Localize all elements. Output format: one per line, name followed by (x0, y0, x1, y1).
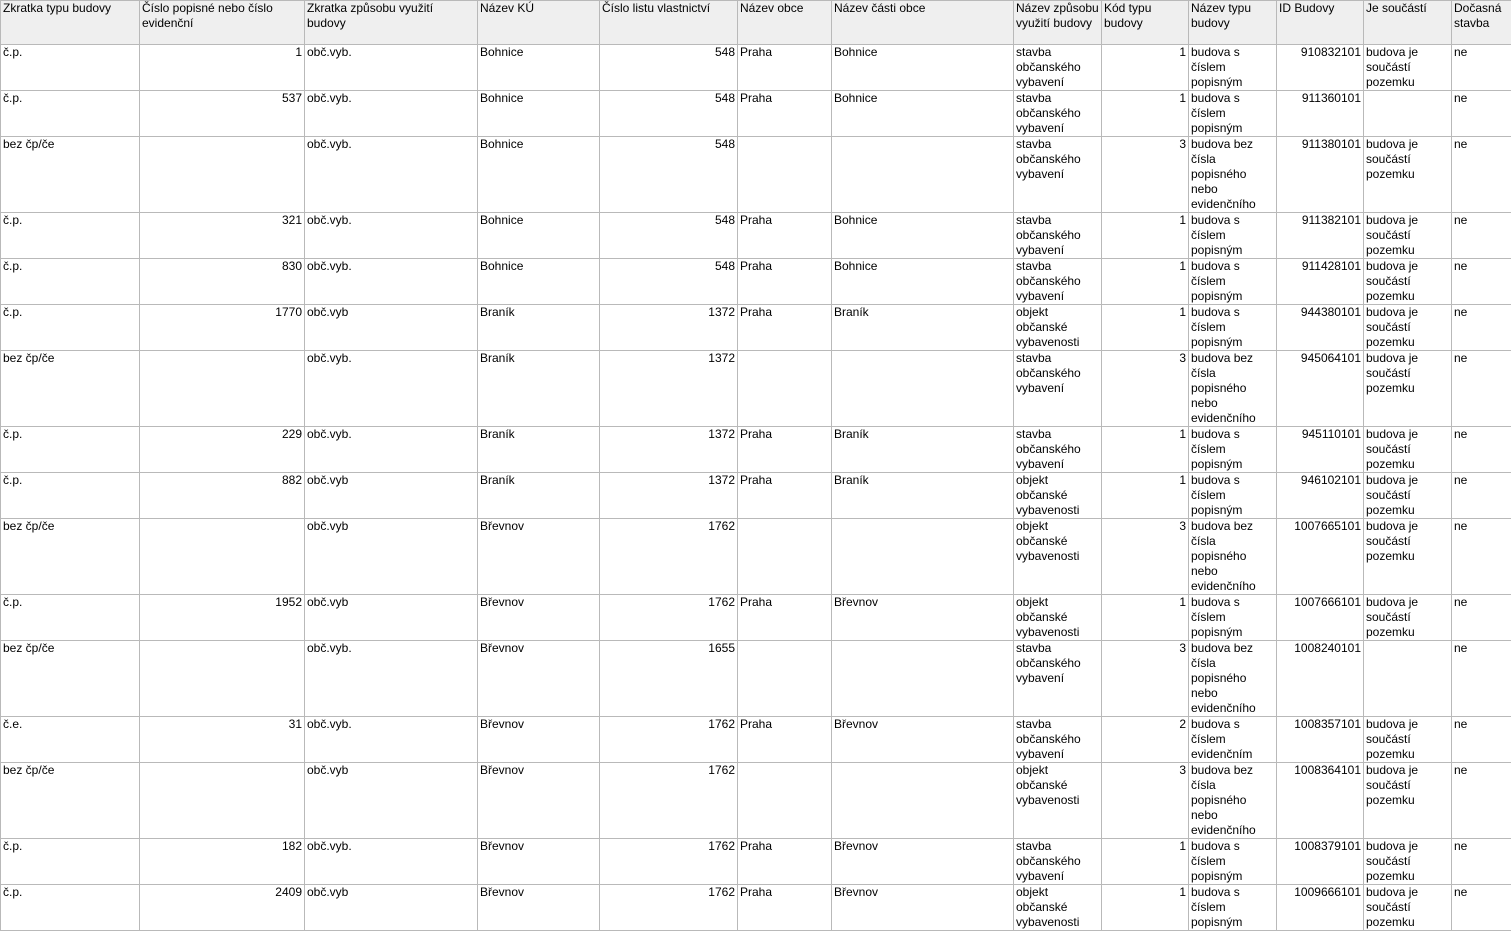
cell-zkratka-typu-budovy[interactable]: bez čp/če (1, 137, 140, 213)
cell-kod-typu-budovy[interactable]: 1 (1102, 305, 1189, 351)
cell-je-soucasti[interactable] (1364, 641, 1452, 717)
cell-zkratka-zpusobu-vyuziti[interactable]: obč.vyb (305, 473, 478, 519)
cell-nazev-obce[interactable]: Praha (738, 91, 832, 137)
cell-zkratka-typu-budovy[interactable]: č.e. (1, 717, 140, 763)
cell-cislo-popisne[interactable]: 229 (140, 427, 305, 473)
cell-nazev-obce[interactable]: Praha (738, 839, 832, 885)
cell-nazev-typu-budovy[interactable]: budova s číslem popisným (1189, 259, 1277, 305)
cell-nazev-typu-budovy[interactable]: budova s číslem popisným (1189, 473, 1277, 519)
cell-nazev-casti-obce[interactable]: Braník (832, 473, 1014, 519)
cell-je-soucasti[interactable]: budova je součástí pozemku (1364, 595, 1452, 641)
cell-zkratka-typu-budovy[interactable]: č.p. (1, 259, 140, 305)
cell-nazev-obce[interactable]: Praha (738, 213, 832, 259)
cell-nazev-obce[interactable]: Praha (738, 45, 832, 91)
cell-kod-typu-budovy[interactable]: 1 (1102, 45, 1189, 91)
cell-docasna-stavba[interactable]: ne (1452, 351, 1511, 427)
cell-je-soucasti[interactable]: budova je součástí pozemku (1364, 763, 1452, 839)
column-header-nazev-zpusobu-vyuziti[interactable]: Název způsobu využití budovy (1014, 1, 1102, 45)
header-row (1, 1, 1511, 45)
cell-zkratka-zpusobu-vyuziti[interactable]: obč.vyb. (305, 45, 478, 91)
cell-je-soucasti[interactable]: budova je součástí pozemku (1364, 839, 1452, 885)
cell-nazev-ku[interactable]: Bohnice (478, 213, 600, 259)
cell-zkratka-typu-budovy[interactable]: č.p. (1, 885, 140, 931)
cell-zkratka-zpusobu-vyuziti[interactable]: obč.vyb (305, 595, 478, 641)
cell-kod-typu-budovy[interactable]: 1 (1102, 91, 1189, 137)
cell-nazev-ku[interactable]: Bohnice (478, 45, 600, 91)
cell-kod-typu-budovy[interactable]: 1 (1102, 595, 1189, 641)
cell-nazev-zpusobu-vyuziti[interactable]: objekt občanské vybavenosti (1014, 519, 1102, 595)
cell-nazev-obce[interactable]: Praha (738, 427, 832, 473)
cell-kod-typu-budovy[interactable]: 1 (1102, 885, 1189, 931)
cell-nazev-zpusobu-vyuziti[interactable]: stavba občanského vybavení (1014, 259, 1102, 305)
cell-nazev-zpusobu-vyuziti[interactable]: objekt občanské vybavenosti (1014, 305, 1102, 351)
cell-cislo-popisne[interactable] (140, 519, 305, 595)
cell-kod-typu-budovy[interactable]: 3 (1102, 641, 1189, 717)
cell-nazev-casti-obce[interactable] (832, 641, 1014, 717)
cell-zkratka-zpusobu-vyuziti[interactable]: obč.vyb (305, 763, 478, 839)
cell-zkratka-zpusobu-vyuziti[interactable]: obč.vyb. (305, 351, 478, 427)
cell-nazev-obce[interactable] (738, 641, 832, 717)
cell-nazev-typu-budovy[interactable]: budova bez čísla popisného nebo evidenčního (1189, 641, 1277, 717)
cell-nazev-typu-budovy[interactable]: budova bez čísla popisného nebo evidenčního (1189, 351, 1277, 427)
cell-cislo-popisne[interactable] (140, 763, 305, 839)
cell-kod-typu-budovy[interactable]: 3 (1102, 137, 1189, 213)
cell-nazev-typu-budovy[interactable]: budova s číslem popisným (1189, 839, 1277, 885)
cell-kod-typu-budovy[interactable]: 1 (1102, 839, 1189, 885)
column-header-nazev-casti-obce[interactable]: Název části obce (832, 1, 1014, 45)
cell-nazev-typu-budovy[interactable]: budova bez čísla popisného nebo evidenčního (1189, 137, 1277, 213)
column-header-docasna-stavba[interactable]: Dočasná stavba (1452, 1, 1511, 45)
cell-nazev-ku[interactable]: Braník (478, 427, 600, 473)
cell-cislo-listu-vlastnictvi[interactable]: 1655 (600, 641, 738, 717)
cell-je-soucasti[interactable]: budova je součástí pozemku (1364, 519, 1452, 595)
cell-nazev-ku[interactable]: Břevnov (478, 717, 600, 763)
cell-nazev-casti-obce[interactable]: Bohnice (832, 91, 1014, 137)
cell-zkratka-typu-budovy[interactable]: č.p. (1, 839, 140, 885)
cell-nazev-ku[interactable]: Břevnov (478, 595, 600, 641)
cell-nazev-casti-obce[interactable]: Bohnice (832, 259, 1014, 305)
cell-cislo-popisne[interactable]: 2409 (140, 885, 305, 931)
cell-zkratka-zpusobu-vyuziti[interactable]: obč.vyb (305, 305, 478, 351)
cell-nazev-ku[interactable]: Břevnov (478, 641, 600, 717)
cell-nazev-zpusobu-vyuziti[interactable]: objekt občanské vybavenosti (1014, 885, 1102, 931)
cell-nazev-zpusobu-vyuziti[interactable]: stavba občanského vybavení (1014, 351, 1102, 427)
cell-nazev-zpusobu-vyuziti[interactable]: objekt občanské vybavenosti (1014, 473, 1102, 519)
cell-zkratka-zpusobu-vyuziti[interactable]: obč.vyb (305, 885, 478, 931)
cell-cislo-popisne[interactable] (140, 137, 305, 213)
cell-cislo-listu-vlastnictvi[interactable]: 548 (600, 45, 738, 91)
cell-nazev-typu-budovy[interactable]: budova s číslem popisným (1189, 45, 1277, 91)
cell-zkratka-typu-budovy[interactable]: bez čp/če (1, 641, 140, 717)
cell-zkratka-typu-budovy[interactable]: bez čp/če (1, 763, 140, 839)
cell-nazev-casti-obce[interactable] (832, 519, 1014, 595)
cell-zkratka-typu-budovy[interactable]: č.p. (1, 305, 140, 351)
cell-je-soucasti[interactable]: budova je součástí pozemku (1364, 259, 1452, 305)
cell-nazev-zpusobu-vyuziti[interactable]: objekt občanské vybavenosti (1014, 595, 1102, 641)
cell-id-budovy[interactable]: 1008240101 (1277, 641, 1364, 717)
cell-nazev-ku[interactable]: Bohnice (478, 91, 600, 137)
cell-id-budovy[interactable]: 1008357101 (1277, 717, 1364, 763)
cell-nazev-casti-obce[interactable] (832, 351, 1014, 427)
cell-nazev-zpusobu-vyuziti[interactable]: stavba občanského vybavení (1014, 213, 1102, 259)
cell-nazev-ku[interactable]: Braník (478, 305, 600, 351)
cell-nazev-obce[interactable] (738, 137, 832, 213)
cell-nazev-obce[interactable] (738, 519, 832, 595)
cell-id-budovy[interactable]: 1008364101 (1277, 763, 1364, 839)
cell-je-soucasti[interactable]: budova je součástí pozemku (1364, 305, 1452, 351)
cell-cislo-listu-vlastnictvi[interactable]: 1372 (600, 473, 738, 519)
cell-nazev-casti-obce[interactable]: Břevnov (832, 717, 1014, 763)
cell-cislo-listu-vlastnictvi[interactable]: 1372 (600, 305, 738, 351)
column-header-nazev-typu-budovy[interactable]: Název typu budovy (1189, 1, 1277, 45)
cell-nazev-casti-obce[interactable]: Braník (832, 427, 1014, 473)
cell-kod-typu-budovy[interactable]: 3 (1102, 351, 1189, 427)
cell-cislo-listu-vlastnictvi[interactable]: 1372 (600, 427, 738, 473)
cell-kod-typu-budovy[interactable]: 1 (1102, 427, 1189, 473)
table-row[interactable] (1, 763, 1511, 839)
cell-nazev-typu-budovy[interactable]: budova s číslem popisným (1189, 595, 1277, 641)
cell-je-soucasti[interactable]: budova je součástí pozemku (1364, 717, 1452, 763)
cell-nazev-zpusobu-vyuziti[interactable]: stavba občanského vybavení (1014, 717, 1102, 763)
table-body (1, 45, 1511, 931)
cell-zkratka-zpusobu-vyuziti[interactable]: obč.vyb. (305, 137, 478, 213)
cell-nazev-typu-budovy[interactable]: budova s číslem popisným (1189, 885, 1277, 931)
table-row[interactable] (1, 213, 1511, 259)
cell-cislo-listu-vlastnictvi[interactable]: 548 (600, 91, 738, 137)
table-row[interactable] (1, 427, 1511, 473)
table-row[interactable] (1, 351, 1511, 427)
cell-cislo-listu-vlastnictvi[interactable]: 548 (600, 259, 738, 305)
cell-id-budovy[interactable]: 1007665101 (1277, 519, 1364, 595)
table-header (1, 1, 1511, 45)
cell-id-budovy[interactable]: 911428101 (1277, 259, 1364, 305)
cell-cislo-popisne[interactable]: 321 (140, 213, 305, 259)
cell-nazev-typu-budovy[interactable]: budova s číslem popisným (1189, 91, 1277, 137)
cell-nazev-obce[interactable]: Praha (738, 305, 832, 351)
cell-nazev-obce[interactable]: Praha (738, 259, 832, 305)
cell-kod-typu-budovy[interactable]: 1 (1102, 259, 1189, 305)
cell-kod-typu-budovy[interactable]: 2 (1102, 717, 1189, 763)
cell-je-soucasti[interactable]: budova je součástí pozemku (1364, 473, 1452, 519)
cell-nazev-zpusobu-vyuziti[interactable]: objekt občanské vybavenosti (1014, 763, 1102, 839)
cell-cislo-popisne[interactable] (140, 351, 305, 427)
cell-docasna-stavba[interactable]: ne (1452, 45, 1511, 91)
cell-nazev-casti-obce[interactable]: Bohnice (832, 45, 1014, 91)
cell-nazev-ku[interactable]: Břevnov (478, 839, 600, 885)
cell-nazev-zpusobu-vyuziti[interactable]: stavba občanského vybavení (1014, 427, 1102, 473)
cell-cislo-listu-vlastnictvi[interactable]: 1762 (600, 717, 738, 763)
cell-zkratka-typu-budovy[interactable]: č.p. (1, 595, 140, 641)
column-header-kod-typu-budovy[interactable]: Kód typu budovy (1102, 1, 1189, 45)
cell-cislo-popisne[interactable]: 182 (140, 839, 305, 885)
cell-nazev-casti-obce[interactable]: Braník (832, 305, 1014, 351)
cell-nazev-casti-obce[interactable]: Bohnice (832, 213, 1014, 259)
cell-nazev-ku[interactable]: Braník (478, 351, 600, 427)
cell-cislo-popisne[interactable]: 1 (140, 45, 305, 91)
cell-nazev-ku[interactable]: Bohnice (478, 137, 600, 213)
cell-zkratka-zpusobu-vyuziti[interactable]: obč.vyb. (305, 91, 478, 137)
cell-nazev-casti-obce[interactable] (832, 763, 1014, 839)
cell-nazev-typu-budovy[interactable]: budova s číslem popisným (1189, 427, 1277, 473)
cell-nazev-casti-obce[interactable] (832, 137, 1014, 213)
table-row[interactable] (1, 839, 1511, 885)
cell-cislo-popisne[interactable]: 882 (140, 473, 305, 519)
cell-je-soucasti[interactable]: budova je součástí pozemku (1364, 45, 1452, 91)
cell-nazev-obce[interactable] (738, 351, 832, 427)
cell-je-soucasti[interactable]: budova je součástí pozemku (1364, 137, 1452, 213)
column-header-cislo-popisne[interactable]: Číslo popisné nebo číslo evidenční (140, 1, 305, 45)
cell-zkratka-typu-budovy[interactable]: č.p. (1, 427, 140, 473)
cell-je-soucasti[interactable]: budova je součástí pozemku (1364, 885, 1452, 931)
cell-cislo-listu-vlastnictvi[interactable]: 548 (600, 213, 738, 259)
cell-docasna-stavba[interactable]: ne (1452, 595, 1511, 641)
cell-zkratka-zpusobu-vyuziti[interactable]: obč.vyb. (305, 717, 478, 763)
cell-cislo-popisne[interactable]: 1770 (140, 305, 305, 351)
cell-cislo-listu-vlastnictvi[interactable]: 1762 (600, 519, 738, 595)
cell-nazev-obce[interactable] (738, 763, 832, 839)
cell-nazev-zpusobu-vyuziti[interactable]: stavba občanského vybavení (1014, 137, 1102, 213)
cell-docasna-stavba[interactable]: ne (1452, 473, 1511, 519)
cell-cislo-popisne[interactable]: 830 (140, 259, 305, 305)
cell-cislo-listu-vlastnictvi[interactable]: 1762 (600, 595, 738, 641)
cell-zkratka-zpusobu-vyuziti[interactable]: obč.vyb. (305, 427, 478, 473)
table-row[interactable] (1, 473, 1511, 519)
cell-docasna-stavba[interactable]: ne (1452, 305, 1511, 351)
cell-docasna-stavba[interactable]: ne (1452, 91, 1511, 137)
cell-zkratka-typu-budovy[interactable]: bez čp/če (1, 519, 140, 595)
cell-zkratka-zpusobu-vyuziti[interactable]: obč.vyb. (305, 839, 478, 885)
cell-kod-typu-budovy[interactable]: 1 (1102, 473, 1189, 519)
cell-kod-typu-budovy[interactable]: 3 (1102, 763, 1189, 839)
cell-id-budovy[interactable]: 946102101 (1277, 473, 1364, 519)
cell-docasna-stavba[interactable]: ne (1452, 213, 1511, 259)
cell-nazev-obce[interactable]: Praha (738, 473, 832, 519)
cell-nazev-zpusobu-vyuziti[interactable]: stavba občanského vybavení (1014, 45, 1102, 91)
cell-cislo-listu-vlastnictvi[interactable]: 1762 (600, 885, 738, 931)
cell-docasna-stavba[interactable]: ne (1452, 717, 1511, 763)
cell-nazev-ku[interactable]: Břevnov (478, 519, 600, 595)
cell-nazev-obce[interactable]: Praha (738, 885, 832, 931)
cell-zkratka-typu-budovy[interactable]: č.p. (1, 213, 140, 259)
cell-nazev-typu-budovy[interactable]: budova s číslem popisným (1189, 305, 1277, 351)
table-row[interactable] (1, 45, 1511, 91)
table-row[interactable] (1, 519, 1511, 595)
table-row[interactable] (1, 885, 1511, 931)
cell-id-budovy[interactable]: 1009666101 (1277, 885, 1364, 931)
cell-zkratka-typu-budovy[interactable]: č.p. (1, 473, 140, 519)
cell-nazev-typu-budovy[interactable]: budova s číslem popisným (1189, 213, 1277, 259)
cell-nazev-typu-budovy[interactable]: budova s číslem evidenčním (1189, 717, 1277, 763)
cell-docasna-stavba[interactable]: ne (1452, 763, 1511, 839)
cell-zkratka-zpusobu-vyuziti[interactable]: obč.vyb (305, 519, 478, 595)
table-row[interactable] (1, 305, 1511, 351)
cell-je-soucasti[interactable] (1364, 91, 1452, 137)
cell-kod-typu-budovy[interactable]: 1 (1102, 213, 1189, 259)
table-row[interactable] (1, 717, 1511, 763)
cell-id-budovy[interactable]: 911380101 (1277, 137, 1364, 213)
cell-je-soucasti[interactable]: budova je součástí pozemku (1364, 427, 1452, 473)
cell-id-budovy[interactable]: 944380101 (1277, 305, 1364, 351)
cell-zkratka-zpusobu-vyuziti[interactable]: obč.vyb. (305, 213, 478, 259)
column-header-nazev-obce[interactable]: Název obce (738, 1, 832, 45)
cell-nazev-obce[interactable]: Praha (738, 717, 832, 763)
column-header-zkratka-zpusobu-vyuziti[interactable]: Zkratka způsobu využití budovy (305, 1, 478, 45)
cell-cislo-popisne[interactable]: 1952 (140, 595, 305, 641)
cell-nazev-casti-obce[interactable]: Břevnov (832, 839, 1014, 885)
cell-cislo-popisne[interactable] (140, 641, 305, 717)
cell-cislo-listu-vlastnictvi[interactable]: 1372 (600, 351, 738, 427)
cell-nazev-zpusobu-vyuziti[interactable]: stavba občanského vybavení (1014, 641, 1102, 717)
cell-nazev-zpusobu-vyuziti[interactable]: stavba občanského vybavení (1014, 839, 1102, 885)
cell-docasna-stavba[interactable]: ne (1452, 137, 1511, 213)
cell-cislo-popisne[interactable]: 537 (140, 91, 305, 137)
column-header-je-soucasti[interactable]: Je součástí (1364, 1, 1452, 45)
cell-nazev-typu-budovy[interactable]: budova bez čísla popisného nebo evidenčního (1189, 763, 1277, 839)
table-row[interactable] (1, 137, 1511, 213)
cell-docasna-stavba[interactable]: ne (1452, 885, 1511, 931)
cell-zkratka-typu-budovy[interactable]: č.p. (1, 45, 140, 91)
cell-zkratka-zpusobu-vyuziti[interactable]: obč.vyb. (305, 259, 478, 305)
column-header-id-budovy[interactable]: ID Budovy (1277, 1, 1364, 45)
cell-id-budovy[interactable]: 945110101 (1277, 427, 1364, 473)
cell-docasna-stavba[interactable]: ne (1452, 641, 1511, 717)
cell-nazev-zpusobu-vyuziti[interactable]: stavba občanského vybavení (1014, 91, 1102, 137)
cell-je-soucasti[interactable]: budova je součástí pozemku (1364, 351, 1452, 427)
cell-nazev-ku[interactable]: Braník (478, 473, 600, 519)
cell-nazev-ku[interactable]: Břevnov (478, 885, 600, 931)
table-row[interactable] (1, 91, 1511, 137)
table-row[interactable] (1, 641, 1511, 717)
cell-nazev-casti-obce[interactable]: Břevnov (832, 885, 1014, 931)
cell-je-soucasti[interactable]: budova je součástí pozemku (1364, 213, 1452, 259)
cell-nazev-casti-obce[interactable]: Břevnov (832, 595, 1014, 641)
cell-cislo-listu-vlastnictvi[interactable]: 548 (600, 137, 738, 213)
cell-docasna-stavba[interactable]: ne (1452, 259, 1511, 305)
cell-nazev-typu-budovy[interactable]: budova bez čísla popisného nebo evidenčního (1189, 519, 1277, 595)
cell-cislo-popisne[interactable]: 31 (140, 717, 305, 763)
table-row[interactable] (1, 595, 1511, 641)
cell-nazev-obce[interactable]: Praha (738, 595, 832, 641)
cell-docasna-stavba[interactable]: ne (1452, 519, 1511, 595)
cell-id-budovy[interactable]: 945064101 (1277, 351, 1364, 427)
cell-cislo-listu-vlastnictvi[interactable]: 1762 (600, 839, 738, 885)
column-header-zkratka-typu-budovy[interactable]: Zkratka typu budovy (1, 1, 140, 45)
cell-zkratka-zpusobu-vyuziti[interactable]: obč.vyb. (305, 641, 478, 717)
cell-cislo-listu-vlastnictvi[interactable]: 1762 (600, 763, 738, 839)
cell-docasna-stavba[interactable]: ne (1452, 839, 1511, 885)
cell-docasna-stavba[interactable]: ne (1452, 427, 1511, 473)
cell-nazev-ku[interactable]: Břevnov (478, 763, 600, 839)
cell-id-budovy[interactable]: 910832101 (1277, 45, 1364, 91)
cell-nazev-ku[interactable]: Bohnice (478, 259, 600, 305)
column-header-nazev-ku[interactable]: Název KÚ (478, 1, 600, 45)
cell-id-budovy[interactable]: 911360101 (1277, 91, 1364, 137)
cell-id-budovy[interactable]: 911382101 (1277, 213, 1364, 259)
cell-zkratka-typu-budovy[interactable]: bez čp/če (1, 351, 140, 427)
cell-id-budovy[interactable]: 1008379101 (1277, 839, 1364, 885)
column-header-cislo-listu-vlastnictvi[interactable]: Číslo listu vlastnictví (600, 1, 738, 45)
table-row[interactable] (1, 259, 1511, 305)
cell-kod-typu-budovy[interactable]: 3 (1102, 519, 1189, 595)
cell-zkratka-typu-budovy[interactable]: č.p. (1, 91, 140, 137)
cell-id-budovy[interactable]: 1007666101 (1277, 595, 1364, 641)
